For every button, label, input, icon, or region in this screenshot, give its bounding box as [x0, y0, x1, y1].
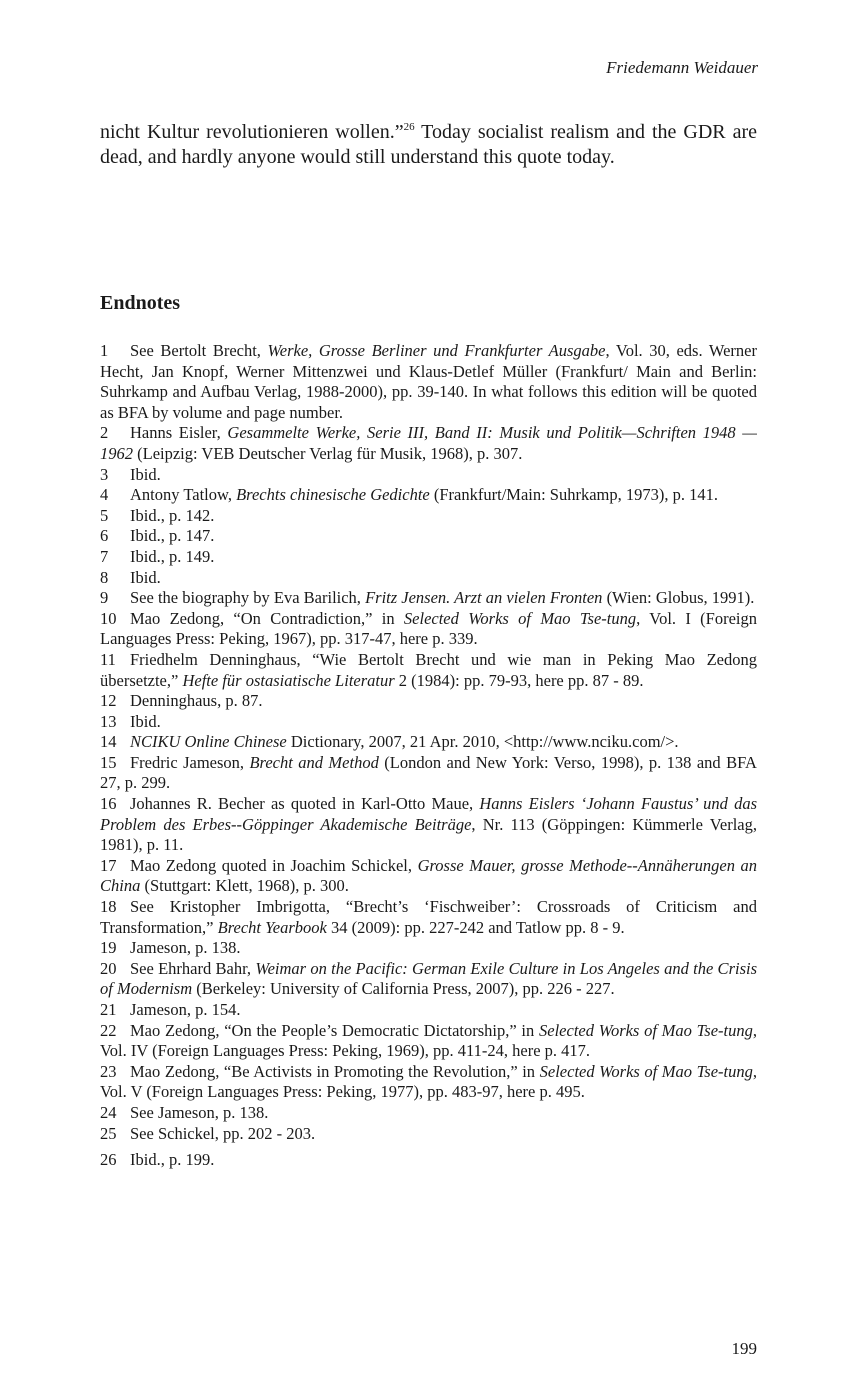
endnote-number: 15 [100, 752, 117, 772]
endnote-number: 9 [100, 588, 109, 608]
endnote-text: Denninghaus, p. 87. [130, 691, 263, 711]
endnote-text: Ibid., p. 149. [130, 546, 215, 566]
endnote-number: 8 [100, 567, 109, 587]
endnote-item [100, 1000, 757, 1021]
endnote-number: 21 [100, 1000, 117, 1019]
endnote-text: Antony Tatlow, [130, 485, 237, 505]
endnote-number: 1 [100, 341, 109, 360]
running-head: Friedemann Weidauer [606, 58, 758, 77]
endnote-item [100, 506, 757, 527]
endnote-item [100, 341, 757, 423]
endnote-number: 20 [100, 958, 117, 978]
endnote-item [100, 650, 757, 691]
endnote-title: Werke, Grosse Berliner und Frankfurter Ausgabe [267, 341, 606, 360]
endnote-number: 6 [100, 526, 109, 546]
endnote-text: Ibid., p. 147. [130, 526, 215, 546]
endnote-text: (Frankfurt/Main: Suhrkamp, 1973), p. 141. [429, 485, 719, 505]
endnote-item [100, 1150, 757, 1171]
endnote-title: Selected Works of Mao Tse-tung [539, 1061, 753, 1081]
endnote-item [100, 897, 757, 938]
endnote-text: See the biography by Eva Barilich, [130, 588, 366, 608]
endnote-text: See Jameson, p. 138. [130, 1102, 269, 1122]
endnote-text: 34 (2009): pp. 227-242 and Tatlow pp. 8 - 9. [326, 917, 625, 937]
endnote-text: , Vol. V (Foreign Languages Press: Peking, 1977), pp. 483-97, here p. 495. [100, 1061, 757, 1102]
endnote-text: Mao Zedong, “Be Activists in Promoting the Revolution,” in [130, 1061, 540, 1081]
page-number: 199 [731, 1339, 757, 1358]
endnote-item [100, 1124, 757, 1145]
endnote-title: Hanns Eislers ‘Johann Faustus’ und das Problem des Erbes--Göppinger Akademische Beiträge [100, 794, 757, 834]
endnote-text: Ibid., p. 199. [130, 1150, 215, 1170]
endnote-number: 24 [100, 1102, 117, 1122]
endnote-item [100, 1062, 757, 1103]
endnote-title: Grosse Mauer, grosse Methode--Annäherungen an China [100, 855, 757, 896]
endnote-item [100, 712, 757, 733]
endnote-text: See Schickel, pp. 202 - 203. [130, 1123, 316, 1143]
endnote-item [100, 568, 757, 589]
endnote-text: Jameson, p. 154. [130, 1000, 241, 1019]
endnote-text: Johannes R. Becher as quoted in Karl-Otto Maue, [130, 794, 480, 814]
endnote-text: , Vol. 30, eds. Werner Hecht, Jan Knopf, Werner Mittenzwei und Klaus-Detlef Müller (Frankfurt/ Main and Berlin: Suhrkamp and Aufbau Verlag, 1988-2000), pp. 39-140. In what follows this edition will be quoted as BFA by volume and page number. [100, 341, 757, 422]
endnote-text: , Vol. I (Foreign Languages Press: Peking, 1967), pp. 317-47, here p. 339. [100, 608, 757, 649]
endnote-text: Dictionary, 2007, 21 Apr. 2010, <http://www.nciku.com/>. [286, 732, 679, 752]
endnote-item [100, 856, 757, 897]
endnote-text: 2 (1984): pp. 79-93, here pp. 87 - 89. [394, 670, 644, 690]
endnote-text: Ibid. [130, 567, 161, 587]
endnote-title: NCIKU Online Chinese [130, 732, 287, 752]
body-text-before-note: nicht Kultur revolutionieren wollen.” [100, 121, 404, 143]
endnote-text: Ibid. [130, 711, 161, 731]
endnote-number: 13 [100, 711, 117, 731]
endnote-text: (Stuttgart: Klett, 1968), p. 300. [140, 876, 349, 896]
endnote-item [100, 465, 757, 486]
endnote-title: Brechts chinesische Gedichte [236, 485, 430, 505]
endnote-text: (Wien: Globus, 1991). [602, 588, 755, 608]
endnote-item [100, 732, 757, 753]
endnote-number: 18 [100, 897, 117, 917]
endnotes-heading: Endnotes [100, 292, 181, 314]
endnote-number: 4 [100, 485, 109, 505]
endnote-text: Jameson, p. 138. [130, 938, 241, 958]
note-reference[interactable]: 26 [403, 121, 415, 133]
endnote-text: Friedhelm Denninghaus, “Wie Bertolt Brecht und wie man in Peking Mao Zedong übersetzte,” [100, 649, 757, 690]
endnote-number: 11 [100, 649, 116, 669]
endnote-text: Ibid. [130, 464, 161, 484]
endnote-item [100, 609, 757, 650]
body-text-after-note: Today socialist realism and the GDR are dead, and hardly anyone would still understand this quote today. [100, 121, 757, 168]
endnote-text: (Leipzig: VEB Deutscher Verlag für Musik, 1968), p. 307. [133, 443, 523, 463]
endnote-number: 26 [100, 1150, 117, 1170]
endnote-item [100, 547, 757, 568]
endnote-item [100, 423, 757, 464]
endnote-number: 25 [100, 1123, 117, 1143]
endnote-item [100, 794, 757, 856]
endnote-title: Fritz Jensen. Arzt an vielen Fronten [365, 588, 603, 608]
endnote-number: 22 [100, 1020, 117, 1040]
endnote-text: Ibid., p. 142. [130, 505, 215, 525]
endnote-number: 3 [100, 464, 109, 484]
endnote-item [100, 526, 757, 547]
body-paragraph [100, 120, 757, 170]
endnote-text: , Nr. 113 (Göppingen: Kümmerle Verlag, 1981), p. 11. [100, 814, 757, 855]
endnote-text: Mao Zedong, “On Contradiction,” in [130, 608, 404, 628]
endnote-title: Brecht Yearbook [217, 917, 327, 937]
endnote-text: Mao Zedong quoted in Joachim Schickel, [130, 855, 418, 875]
endnote-item [100, 1103, 757, 1124]
endnote-number: 14 [100, 732, 117, 752]
endnote-number: 17 [100, 855, 117, 875]
endnote-item [100, 588, 757, 609]
endnote-title: Selected Works of Mao Tse-tung [539, 1020, 753, 1040]
endnote-title: Weimar on the Pacific: German Exile Culture in Los Angeles and the Crisis of Modernism [100, 958, 757, 999]
endnote-text: See Kristopher Imbrigotta, “Brecht’s ‘Fischweiber’: Crossroads of Criticism and Transformation,” [100, 897, 757, 937]
endnote-number: 19 [100, 938, 117, 958]
endnote-number: 7 [100, 546, 109, 566]
endnote-title: Hefte für ostasiatische Literatur [182, 670, 395, 690]
endnote-title: Selected Works of Mao Tse-tung [403, 608, 637, 628]
endnote-number: 2 [100, 423, 109, 443]
endnote-number: 12 [100, 691, 117, 711]
endnote-number: 23 [100, 1061, 117, 1081]
endnote-item [100, 691, 757, 712]
endnote-text: Fredric Jameson, [130, 752, 250, 772]
endnote-item [100, 753, 757, 794]
endnote-text: See Ehrhard Bahr, [130, 958, 256, 978]
endnote-text: Mao Zedong, “On the People’s Democratic Dictatorship,” in [130, 1020, 540, 1040]
endnote-item [100, 938, 757, 959]
endnote-text: Hanns Eisler, [130, 423, 228, 443]
endnote-text: (Berkeley: University of California Press, 2007), pp. 226 - 227. [192, 979, 615, 999]
endnote-number: 10 [100, 608, 117, 628]
endnote-number: 16 [100, 794, 117, 814]
endnote-item [100, 1021, 757, 1062]
endnote-text: (London and New York: Verso, 1998), p. 138 and BFA 27, p. 299. [100, 752, 757, 793]
endnote-number: 5 [100, 505, 109, 525]
endnote-title: Brecht and Method [249, 752, 379, 772]
endnote-title: Gesammelte Werke, Serie III, Band II: Musik und Politik—Schriften 1948 —1962 [100, 423, 757, 463]
endnotes-list [100, 341, 757, 1171]
endnote-text: , Vol. IV (Foreign Languages Press: Peking, 1969), pp. 411-24, here p. 417. [100, 1020, 757, 1061]
endnote-item [100, 485, 757, 506]
endnote-text: See Bertolt Brecht, [130, 341, 268, 360]
endnote-item [100, 959, 757, 1000]
